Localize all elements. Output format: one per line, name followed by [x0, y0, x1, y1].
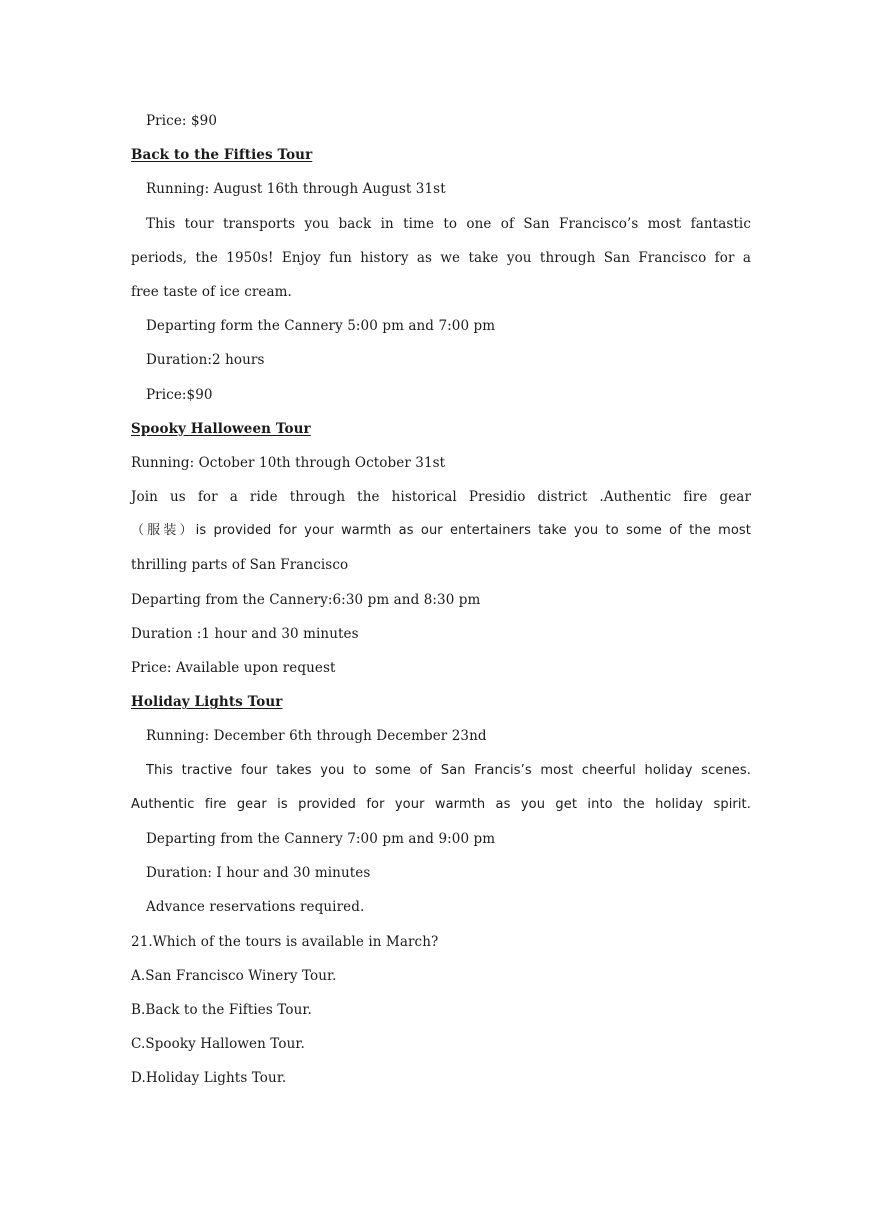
answer-option: C.Spooky Hallowen Tour. — [131, 1036, 305, 1053]
answer-option: B.Back to the Fifties Tour. — [131, 1001, 312, 1018]
tour2-desc-line1: This tour transports you back in time to one of San Francisco’s most fantastic — [146, 215, 751, 232]
tour3-desc-line3: thrilling parts of San Francisco — [131, 557, 349, 574]
tour3-desc-line2: （服装）is provided for your warmth as our entertainers take you to some of the most — [131, 523, 751, 539]
tour4-desc-line2: Authentic fire gear is provided for your warmth as you get into the holiday spirit. — [131, 796, 751, 812]
tour4-duration: Duration: I hour and 30 minutes — [146, 865, 371, 882]
question-stem: 21.Which of the tours is available in March? — [131, 933, 439, 950]
tour3-desc-line1: Join us for a ride through the historical Presidio district .Authentic fire gear — [131, 489, 751, 506]
document-page — [131, 104, 751, 1095]
tour3-title: Spooky Halloween Tour — [131, 420, 311, 437]
answer-option: A.San Francisco Winery Tour. — [131, 967, 337, 984]
tour3-departing: Departing from the Cannery:6:30 pm and 8:30 pm — [131, 591, 481, 608]
tour2-duration: Duration:2 hours — [146, 352, 265, 369]
tour2-title: Back to the Fifties Tour — [131, 147, 313, 164]
tour2-desc-line3: free taste of ice cream. — [131, 283, 292, 300]
answer-option: D.Holiday Lights Tour. — [131, 1070, 287, 1087]
tour1-price: Price: $90 — [146, 113, 218, 129]
tour3-duration: Duration :1 hour and 30 minutes — [131, 625, 359, 642]
tour4-desc-line1: This tractive four takes you to some of San Francis’s most cheerful holiday scenes. — [146, 762, 751, 778]
tour4-reservations: Advance reservations required. — [146, 899, 365, 916]
tour3-running: Running: October 10th through October 31st — [131, 454, 446, 471]
tour2-departing: Departing form the Cannery 5:00 pm and 7:00 pm — [146, 318, 496, 335]
tour2-running: Running: August 16th through August 31st — [146, 181, 446, 198]
tour4-departing: Departing from the Cannery 7:00 pm and 9:00 pm — [146, 830, 496, 847]
tour3-price: Price: Available upon request — [131, 660, 336, 676]
tour2-desc-line2: periods, the 1950s! Enjoy fun history as we take you through San Francisco for a — [131, 249, 751, 266]
tour2-price: Price:$90 — [146, 386, 213, 403]
tour4-running: Running: December 6th through December 23nd — [146, 728, 487, 745]
tour4-title: Holiday Lights Tour — [131, 694, 283, 711]
